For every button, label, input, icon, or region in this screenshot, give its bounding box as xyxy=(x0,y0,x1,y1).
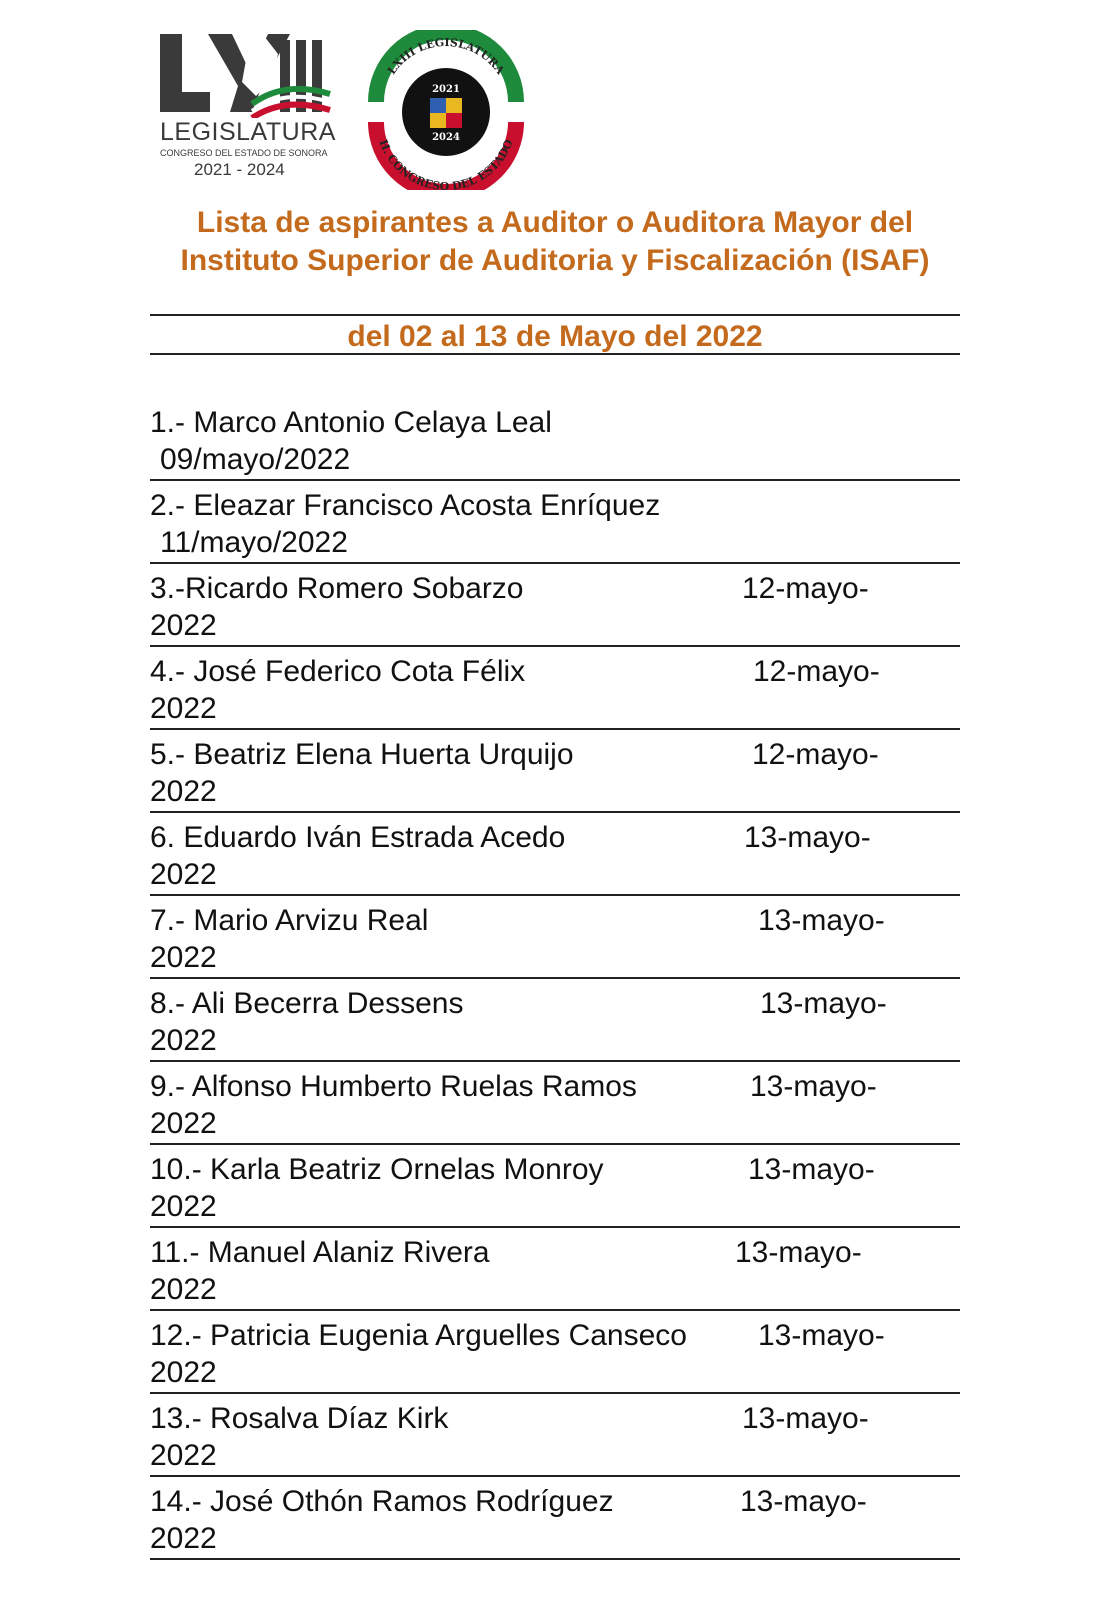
list-item xyxy=(150,1394,960,1477)
applicant-name: 7.- Mario Arvizu Real xyxy=(150,904,429,937)
applicant-list xyxy=(150,398,960,1560)
congress-seal-icon xyxy=(362,30,530,190)
list-item xyxy=(150,1228,960,1311)
list-item xyxy=(150,1145,960,1228)
list-item xyxy=(150,896,960,979)
list-item xyxy=(150,979,960,1062)
header-logos xyxy=(160,30,540,190)
list-item xyxy=(150,1062,960,1145)
applicant-date: 13-mayo- xyxy=(748,1153,875,1186)
applicant-date: 09/mayo/2022 xyxy=(160,443,351,476)
congress-seal xyxy=(362,30,530,190)
logo-word: LEGISLATURA xyxy=(160,118,336,146)
applicant-name: 4.- José Federico Cota Félix xyxy=(150,655,526,688)
applicant-date-year: 2022 xyxy=(150,1190,217,1223)
applicant-date: 13-mayo- xyxy=(742,1402,869,1435)
list-item xyxy=(150,647,960,730)
applicant-date-year: 2022 xyxy=(150,1107,217,1140)
list-item xyxy=(150,481,960,564)
logo-subtitle: CONGRESO DEL ESTADO DE SONORA xyxy=(160,148,328,158)
applicant-date: 13-mayo- xyxy=(758,1319,885,1352)
list-item xyxy=(150,564,960,647)
applicant-name: 10.- Karla Beatriz Ornelas Monroy xyxy=(150,1153,604,1186)
applicant-name: 11.- Manuel Alaniz Rivera xyxy=(150,1236,490,1269)
list-item xyxy=(150,1477,960,1560)
applicant-date: 12-mayo- xyxy=(752,738,879,771)
applicant-name: 2.- Eleazar Francisco Acosta Enríquez xyxy=(150,489,661,522)
svg-text:2024: 2024 xyxy=(432,132,460,143)
applicant-date-year: 2022 xyxy=(150,1522,217,1555)
svg-text:2021: 2021 xyxy=(432,84,460,95)
svg-text:LXIII LEGISLATURA: LXIII LEGISLATURA xyxy=(385,35,507,77)
applicant-date: 12-mayo- xyxy=(742,572,869,605)
applicant-date: 13-mayo- xyxy=(750,1070,877,1103)
applicant-date: 11/mayo/2022 xyxy=(160,526,348,559)
svg-text:H. CONGRESO DEL ESTADO: H. CONGRESO DEL ESTADO xyxy=(376,137,516,190)
page-title: Lista de aspirantes a Auditor o Auditora Mayor del Instituto Superior de Auditoria y Fiscalización (ISAF) xyxy=(180,206,930,277)
applicant-name: 9.- Alfonso Humberto Ruelas Ramos xyxy=(150,1070,637,1103)
applicant-date: 13-mayo- xyxy=(760,987,887,1020)
applicant-date: 12-mayo- xyxy=(753,655,880,688)
list-item xyxy=(150,398,960,481)
applicant-name: 12.- Patricia Eugenia Arguelles Canseco xyxy=(150,1319,687,1352)
applicant-name: 13.- Rosalva Díaz Kirk xyxy=(150,1402,449,1435)
applicant-date: 13-mayo- xyxy=(744,821,871,854)
applicant-date-year: 2022 xyxy=(150,692,217,725)
period-subtitle: del 02 al 13 de Mayo del 2022 xyxy=(347,320,763,353)
period-divider xyxy=(150,353,960,355)
applicant-date-year: 2022 xyxy=(150,1024,217,1057)
applicant-date-year: 2022 xyxy=(150,609,217,642)
list-item xyxy=(150,1311,960,1394)
applicant-name: 6. Eduardo Iván Estrada Acedo xyxy=(150,821,566,854)
applicant-date: 13-mayo- xyxy=(735,1236,862,1269)
applicant-date-year: 2022 xyxy=(150,858,217,891)
applicant-name: 1.- Marco Antonio Celaya Leal xyxy=(150,406,552,439)
applicant-name: 8.- Ali Becerra Dessens xyxy=(150,987,464,1020)
applicant-date-year: 2022 xyxy=(150,941,217,974)
lxiii-emblem-icon xyxy=(160,34,332,118)
applicant-date-year: 2022 xyxy=(150,1273,217,1306)
applicant-name: 14.- José Othón Ramos Rodríguez xyxy=(150,1485,614,1518)
list-item xyxy=(150,813,960,896)
applicant-date-year: 2022 xyxy=(150,1439,217,1472)
applicant-name: 5.- Beatriz Elena Huerta Urquijo xyxy=(150,738,574,771)
applicant-date: 13-mayo- xyxy=(740,1485,867,1518)
applicant-name: 3.-Ricardo Romero Sobarzo xyxy=(150,572,524,605)
applicant-date-year: 2022 xyxy=(150,775,217,808)
list-item xyxy=(150,730,960,813)
title-divider xyxy=(150,314,960,316)
legislatura-logo xyxy=(160,30,336,180)
logo-years: 2021 - 2024 xyxy=(194,160,285,179)
applicant-date: 13-mayo- xyxy=(758,904,885,937)
applicant-date-year: 2022 xyxy=(150,1356,217,1389)
